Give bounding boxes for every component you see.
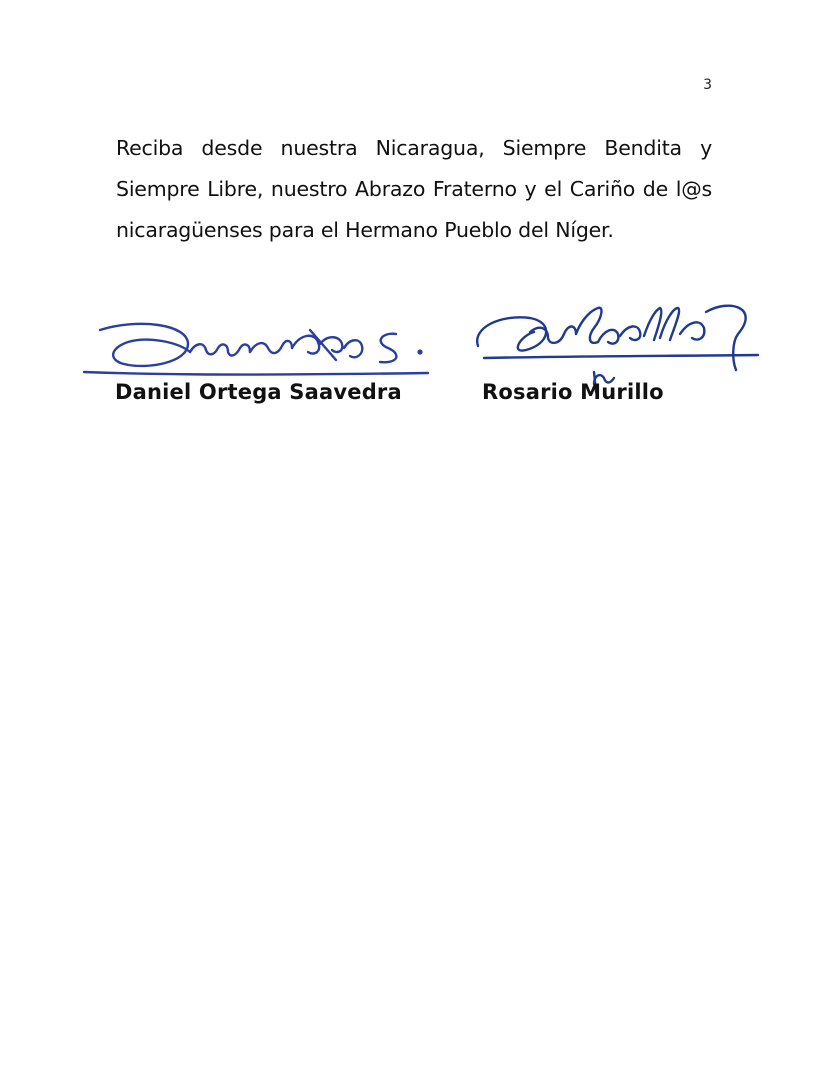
signer-name-daniel-ortega: Daniel Ortega Saavedra <box>115 380 402 404</box>
handwritten-signature-daniel-ortega <box>78 312 438 382</box>
page-number: 3 <box>703 77 712 93</box>
closing-paragraph: Reciba desde nuestra Nicaragua, Siempre Bendita y Siempre Libre, nuestro Abrazo Fraterno y el Cariño de l@s nicaragüenses para el Hermano Pueblo del Níger. <box>116 136 712 242</box>
signer-name-rosario-murillo: Rosario Murillo <box>482 380 664 404</box>
